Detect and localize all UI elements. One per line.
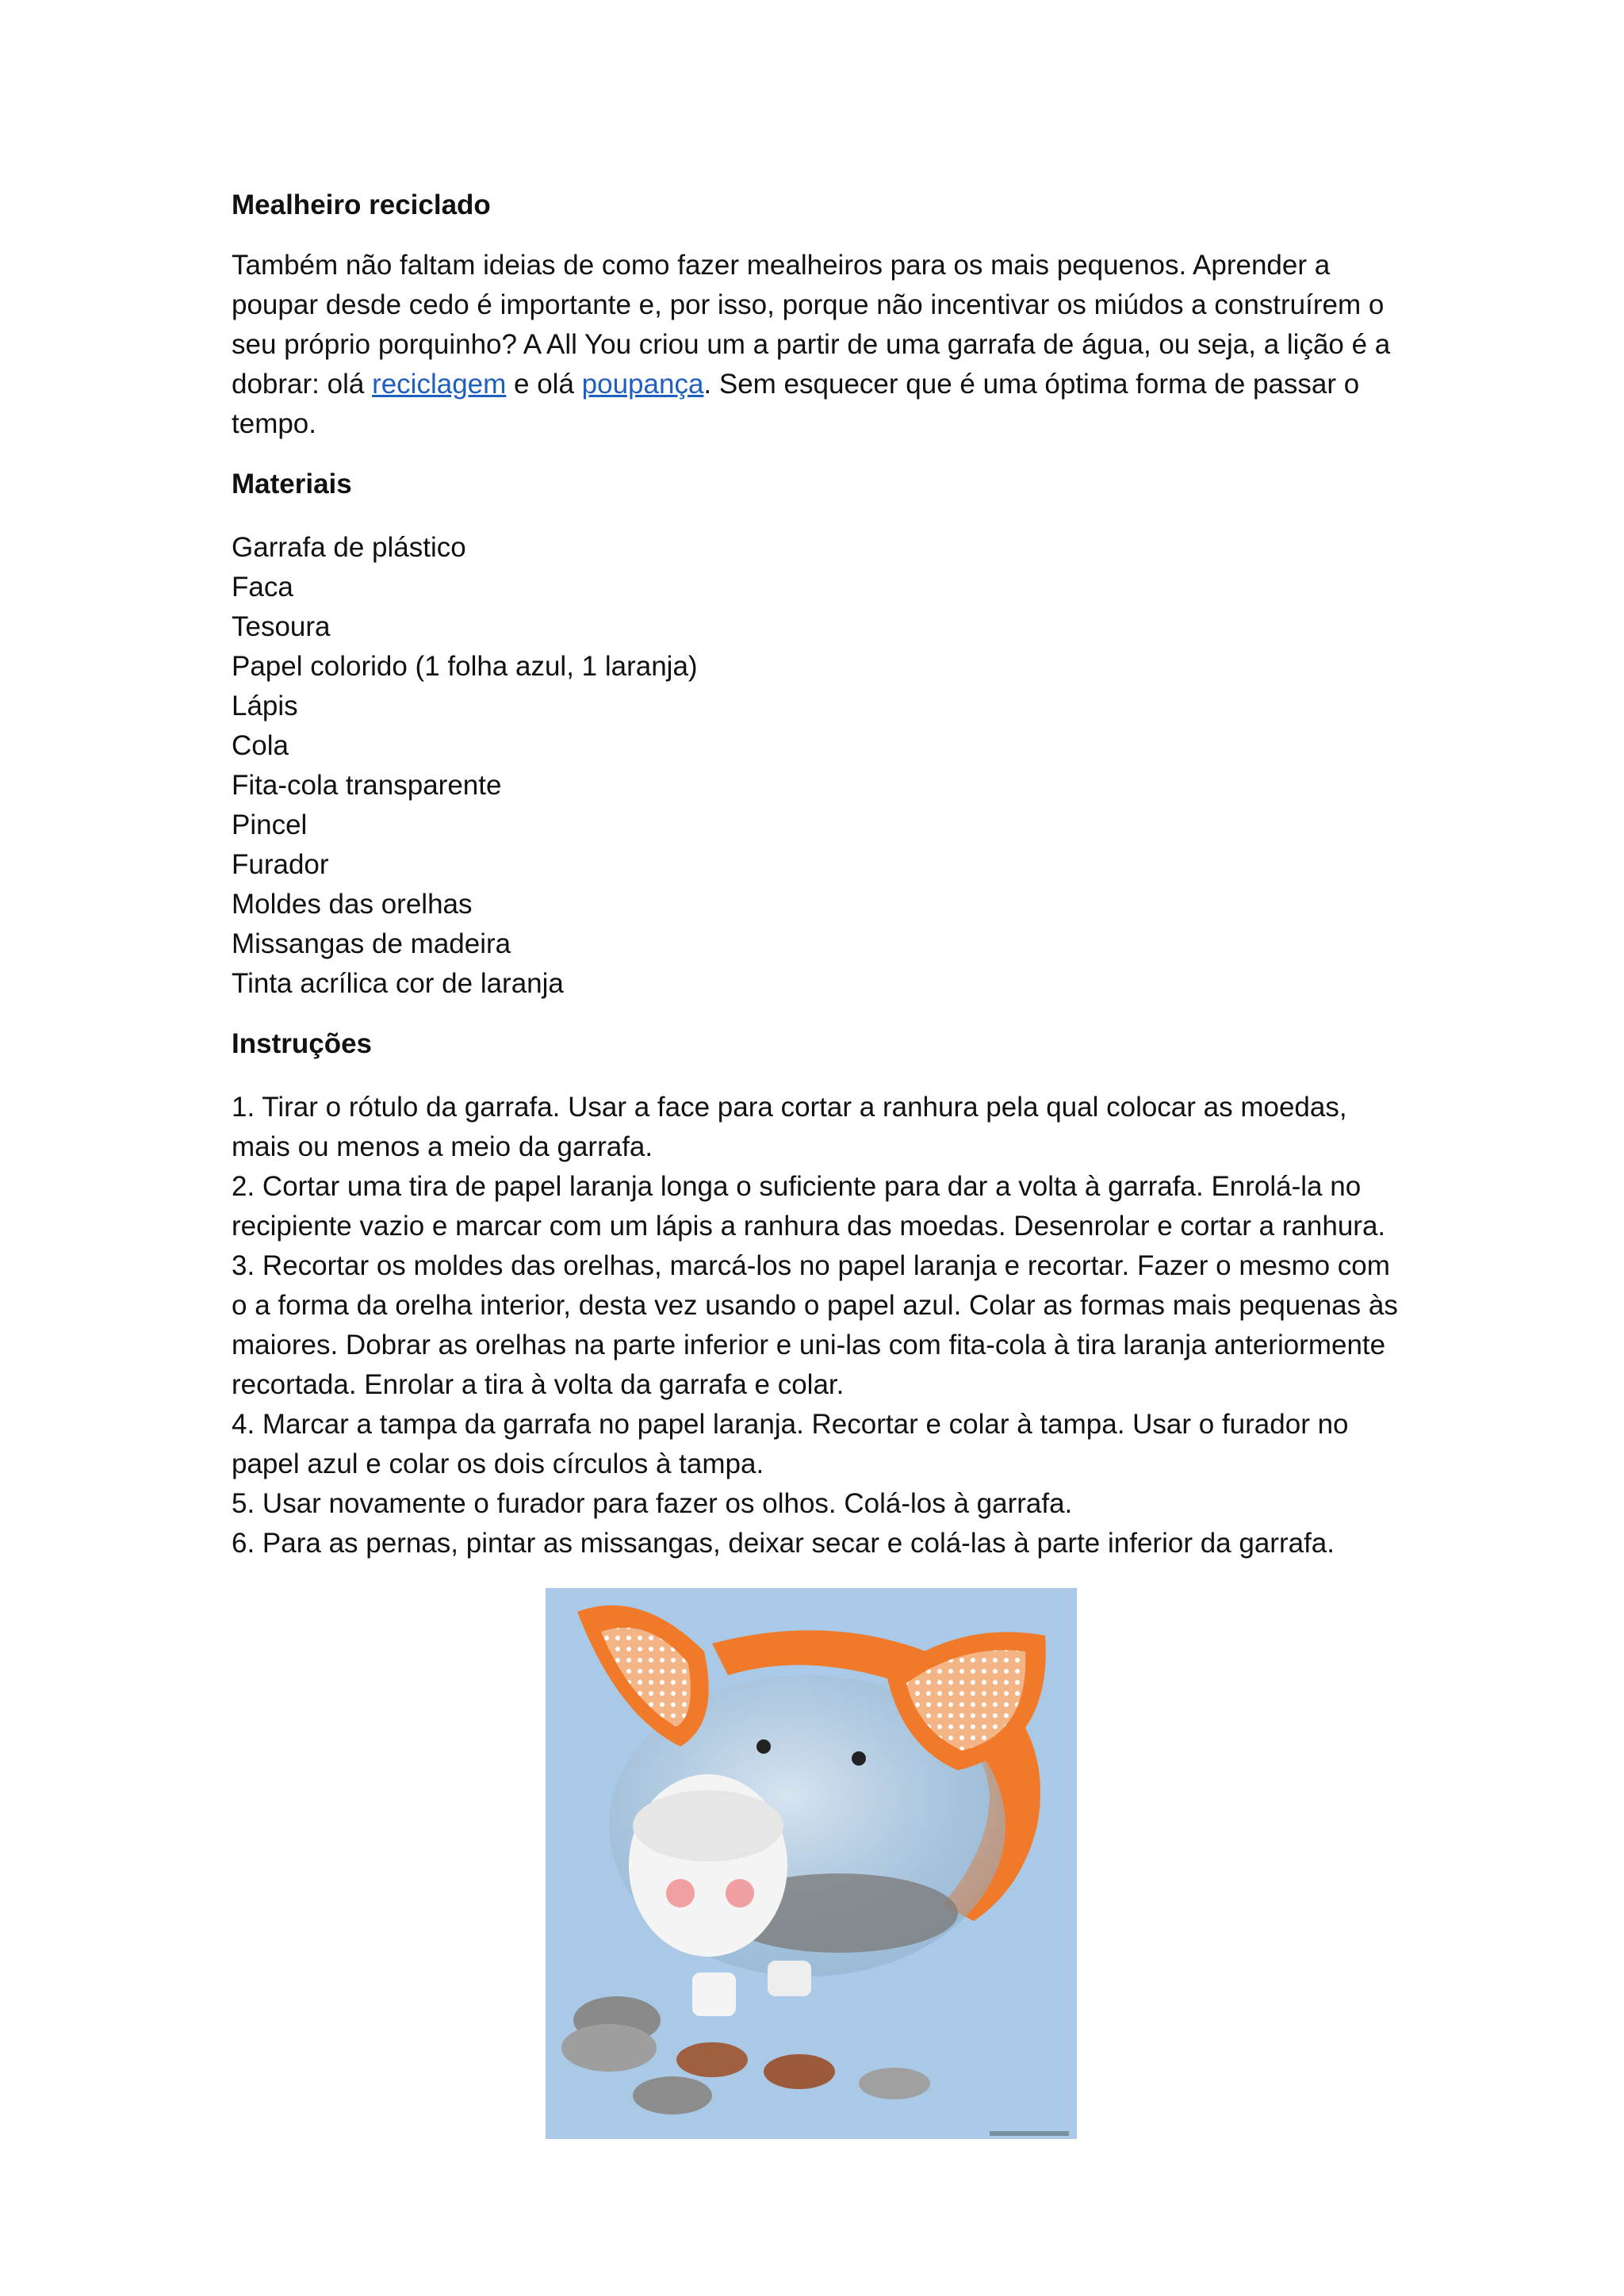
list-item: Missangas de madeira [232, 928, 511, 959]
intro-paragraph [232, 246, 1405, 444]
materials-heading: Materiais [232, 469, 352, 499]
instructions-heading: Instruções [232, 1028, 372, 1059]
list-item: Lápis [232, 691, 298, 721]
instruction-step: 4. Marcar a tampa da garrafa no papel laranja. Recortar e colar à tampa. Usar o furador no papel azul e colar os dois círculos à tampa. [232, 1409, 1349, 1479]
list-item: Furador [232, 849, 329, 880]
instruction-step: 2. Cortar uma tira de papel laranja longa o suficiente para dar a volta à garrafa. Enrolá-la no recipiente vazio e marcar com um lápis a ranhura das moedas. Desenrolar e cortar a ranhura. [232, 1171, 1386, 1242]
instructions-list [232, 1088, 1405, 1563]
right-nostril [726, 1879, 754, 1908]
list-item: Tinta acrílica cor de laranja [232, 968, 564, 999]
coin [633, 2076, 712, 2114]
instruction-step: 6. Para as pernas, pintar as missangas, deixar secar e colá-las à parte inferior da garrafa. [232, 1528, 1335, 1559]
list-item: Tesoura [232, 611, 331, 642]
left-eye [756, 1739, 771, 1754]
piggy-bank-photo [546, 1588, 1077, 2139]
left-nostril [666, 1879, 695, 1908]
instruction-step: 3. Recortar os moldes das orelhas, marcá-los no papel laranja e recortar. Fazer o mesmo com o a forma da orelha interior, desta vez usando o papel azul. Colar as formas mais pequenas às maiores. Dobrar as orelhas na parte inferior e uni-las com fita-cola à tira laranja anteriormente recortada. Enrolar a tira à volta da garrafa e colar. [232, 1250, 1398, 1400]
front-leg [692, 1973, 736, 2016]
coin [859, 2068, 930, 2099]
list-item: Garrafa de plástico [232, 532, 466, 563]
instruction-step: 1. Tirar o rótulo da garrafa. Usar a face para cortar a ranhura pela qual colocar as moedas, mais ou menos a meio da garrafa. [232, 1092, 1347, 1162]
intro-text-2: e olá [506, 369, 582, 400]
coin [764, 2054, 835, 2089]
list-item: Moldes das orelhas [232, 889, 473, 920]
piggy-bank-illustration [546, 1588, 1077, 2139]
list-item: Faca [232, 572, 293, 603]
list-item: Pincel [232, 809, 308, 840]
document-title: Mealheiro reciclado [232, 189, 491, 220]
materials-list [232, 528, 1405, 1004]
right-eye [852, 1751, 866, 1766]
snout-rim [633, 1790, 783, 1862]
instruction-step: 5. Usar novamente o furador para fazer os olhos. Colá-los à garrafa. [232, 1488, 1073, 1519]
list-item: Papel colorido (1 folha azul, 1 laranja) [232, 651, 698, 682]
photo-credit-bar [990, 2131, 1069, 2136]
intro-text-1: Também não faltam ideias de como fazer mealheiros para os mais pequenos. Aprender a poupar desde cedo é importante e, por isso, porque não incentivar os miúdos a construírem o seu próprio porquinho? A All You criou um a partir de uma garrafa de água, ou seja, a lição é a dobrar: olá [232, 250, 1391, 400]
coin [561, 2024, 657, 2072]
intro-text-3: . Sem esquecer que é uma óptima forma de passar o tempo. [232, 369, 1360, 439]
list-item: Fita-cola transparente [232, 770, 502, 801]
reciclagem-link[interactable]: reciclagem [372, 369, 507, 400]
back-leg [768, 1961, 811, 1996]
document-body [232, 186, 1405, 1563]
coin [676, 2042, 748, 2077]
list-item: Cola [232, 730, 289, 761]
poupanca-link[interactable]: poupança [581, 369, 704, 400]
